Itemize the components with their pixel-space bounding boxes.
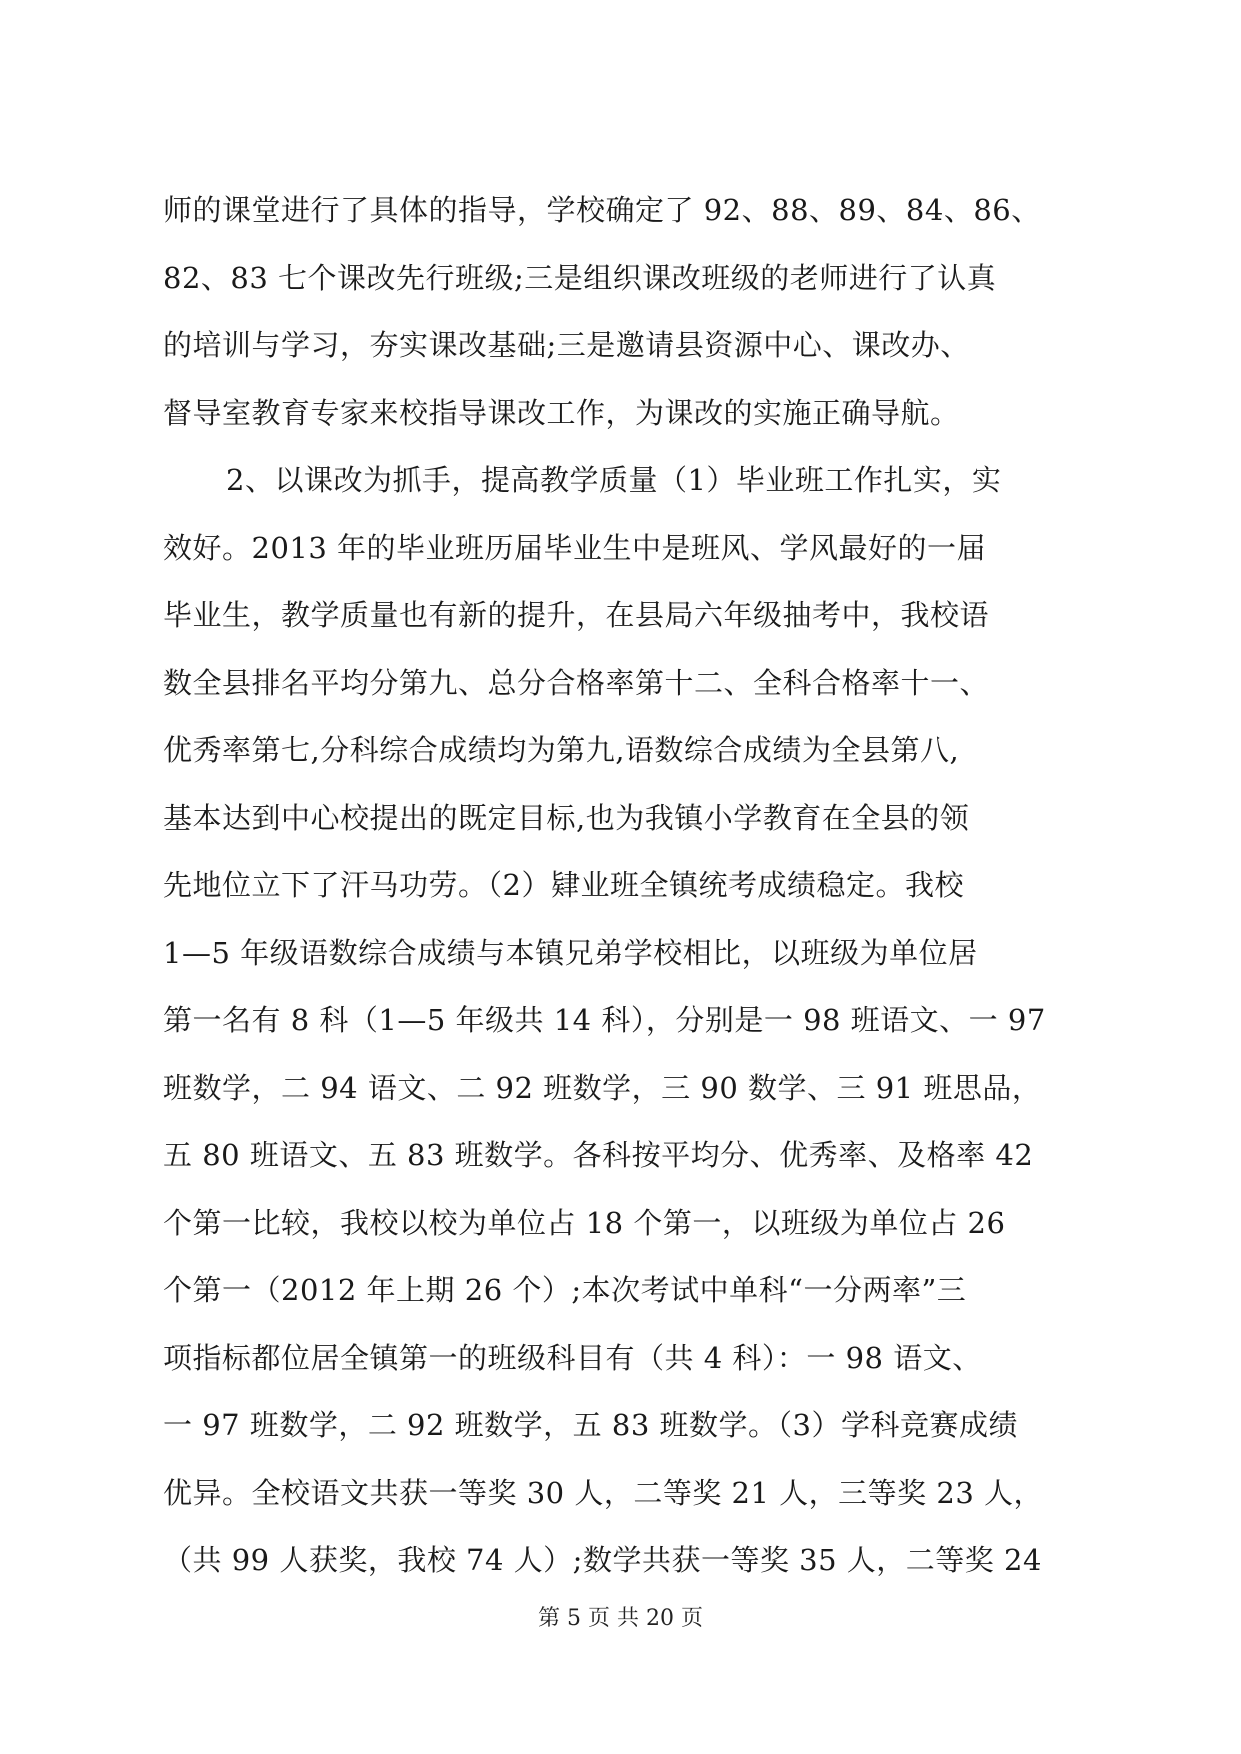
text-line: 班数学，二 94 语文、二 92 班数学，三 90 数学、三 91 班思品， <box>163 1070 1042 1105</box>
text-line: （共 99 人获奖，我校 74 人）;数学共获一等奖 35 人，二等奖 24 <box>163 1543 1042 1577</box>
text-line: 毕业生，教学质量也有新的提升，在县局六年级抽考中，我校语 <box>163 598 990 632</box>
text-line: 先地位立下了汗马功劳。（2）肄业班全镇统考成绩稳定。我校 <box>163 868 964 902</box>
text-line: 项指标都位居全镇第一的班级科目有（共 4 科）：一 98 语文、 <box>163 1340 982 1375</box>
text-line: 1—5 年级语数综合成绩与本镇兄弟学校相比，以班级为单位居 <box>163 935 978 970</box>
text-line: 82、83 七个课改先行班级;三是组织课改班级的老师进行了认真 <box>163 260 997 295</box>
text-line: 优异。全校语文共获一等奖 30 人，二等奖 21 人，三等奖 23 人， <box>163 1475 1044 1510</box>
text-line: 基本达到中心校提出的既定目标,也为我镇小学教育在全县的领 <box>163 800 970 835</box>
text-line: 数全县排名平均分第九、总分合格率第十二、全科合格率十一、 <box>163 665 990 700</box>
text-line: 效好。2013 年的毕业班历届毕业生中是班风、学风最好的一届 <box>163 530 987 565</box>
text-line: 优秀率第七,分科综合成绩均为第九,语数综合成绩为全县第八, <box>163 733 960 767</box>
page-footer: 第 5 页 共 20 页 <box>538 1606 703 1631</box>
text-line: 师的课堂进行了具体的指导，学校确定了 92、88、89、84、86、 <box>163 193 1041 227</box>
text-line: 的培训与学习，夯实课改基础;三是邀请县资源中心、课改办、 <box>163 328 970 362</box>
text-line: 个第一（2012 年上期 26 个）;本次考试中单科“一分两率”三 <box>163 1273 967 1307</box>
text-line: 督导室教育专家来校指导课改工作，为课改的实施正确导航。 <box>163 395 960 430</box>
text-line: 五 80 班语文、五 83 班数学。各科按平均分、优秀率、及格率 42 <box>163 1138 1034 1172</box>
text-line: 个第一比较，我校以校为单位占 18 个第一，以班级为单位占 26 <box>163 1205 1006 1240</box>
text-line: 2、以课改为抓手，提高教学质量（1）毕业班工作扎实，实 <box>226 463 1002 497</box>
text-line: 第一名有 8 科（1—5 年级共 14 科），分别是一 98 班语文、一 97 <box>163 1003 1046 1037</box>
text-line: 一 97 班数学，二 92 班数学，五 83 班数学。（3）学科竞赛成绩 <box>163 1408 1018 1442</box>
